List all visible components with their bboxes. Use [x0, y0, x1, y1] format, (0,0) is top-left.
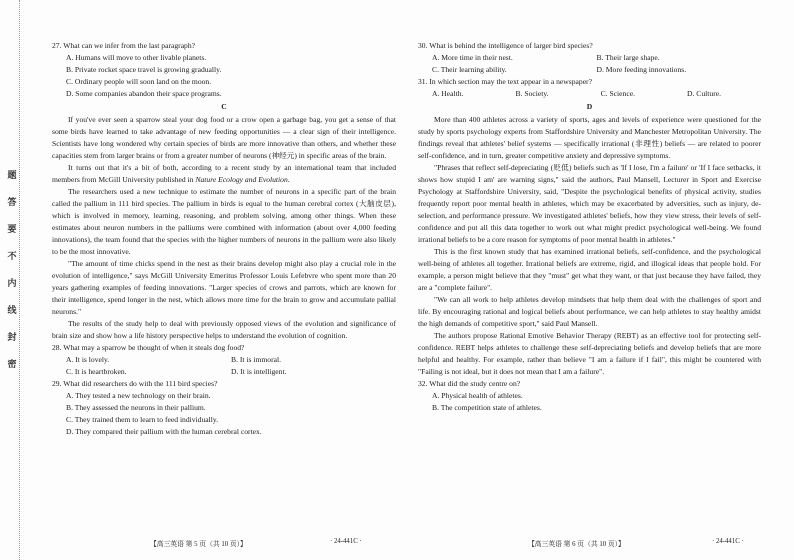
option: C. It is heartbroken. [66, 367, 127, 376]
option: A. More time in their nest. [432, 53, 513, 62]
option: D. They compared their pallium with the human cerebral cortex. [66, 427, 262, 436]
option: A. Physical health of athletes. [432, 391, 523, 400]
option: B. The competition state of athletes. [432, 403, 542, 412]
page-code-left: · 24-441C · [330, 538, 362, 545]
journal-name: Nature Ecology and Evolution [195, 175, 288, 184]
option: D. More feeding innovations. [596, 65, 687, 74]
option: B. It is immoral. [231, 355, 281, 364]
option: B. They assessed the neurons in their pallium. [66, 403, 206, 412]
passage-paragraph: "Phrases that reflect self-depreciating (贬低) beliefs such as 'If I lose, I'm a failure' or 'If I face setbacks, it shows how stupid I am' are warning signs," said the authors, Paul Mansell, Lecturer in Sport and Exercise Psychology at Staffordshire University, said, "Despite the psychological benefits of physical activity, studies frequently report poor mental health in athletes, which may be exacerbated by adversities, such as injury, de-selection, and performance pressure. We investigated athletes' beliefs, how they view stress, their levels of self-confidence and put all this data together to work out what might predict psychological well-being. We found irrational beliefs to be a core reason for symptoms of poor mental health in athletes." [418, 163, 761, 244]
seal-char: 答 [7, 197, 17, 207]
passage-paragraph: This is the first known study that has examined irrational beliefs, self-confidence, and the psychological well-being of athletes all together. Irrational beliefs are extreme, rigid, and illogical ideas that people hold. For example, a person might believe that they "must" get what they want, or that just because they have failed, they are a "complete failure". [418, 247, 761, 292]
question-31: 31. In which section may the text appear in a newspaper? [418, 77, 592, 86]
option: D. It is intelligent. [231, 367, 287, 376]
passage-paragraph: "We can all work to help athletes develop mindsets that help them deal with the challenges of sport and life. By encouraging rational and logical beliefs about performance, we can help athletes to stay healthy amidst the high demands of competitive sport," said Paul Mansell. [418, 295, 761, 328]
passage-paragraph: More than 400 athletes across a variety of sports, ages and levels of experience were questioned for the study by sports psychology experts from Staffordshire University and Manchester Metropolitan University. The findings reveal that athletes' belief systems — specifically irrational (非理性) beliefs — are related to poorer self-confidence, and in turn, greater competitive anxiety and depressive symptoms. [418, 115, 761, 160]
question-32: 32. What did the study centre on? [418, 379, 521, 388]
passage-paragraph: The researchers used a new technique to estimate the number of neurons in a specific part of the brain called the pallium in 111 bird species. The pallium in birds is equal to the human cerebral cortex (大脑皮层), which is involved in memory, learning, reasoning, and problem solving, among other things. When these estimates about neuron numbers in the palliums were combined with information (about over 4,000 feeding innovations), the team found that the species with the higher numbers of neurons in the pallium were also likely to be the most innovative. [52, 187, 396, 256]
option: C. Their learning ability. [432, 65, 507, 74]
question-29: 29. What did researchers do with the 111 bird species? [52, 379, 218, 388]
option: A. They tested a new technology on their brain. [66, 391, 211, 400]
seal-char: 封 [7, 332, 17, 342]
paragraph-text: . [287, 175, 290, 184]
seal-char: 内 [7, 278, 17, 288]
question-30: 30. What is behind the intelligence of larger bird species? [418, 41, 593, 50]
page-footer-right: 【高三英语 第 6 页（共 10 页）】 [528, 541, 625, 548]
option: C. They trained them to learn to feed individually. [66, 415, 219, 424]
seal-char: 线 [7, 305, 17, 315]
seal-char: 题 [7, 170, 17, 180]
section-heading: D [586, 102, 593, 111]
section-heading: C [221, 102, 227, 111]
page-footer-left: 【高三英语 第 5 页（共 10 页）】 [150, 541, 247, 548]
option: C. Ordinary people will soon land on the moon. [66, 77, 212, 86]
option: B. Society. [515, 89, 549, 98]
page-code-right: · 24-441C · [712, 538, 744, 545]
option: D. Culture. [687, 89, 721, 98]
seal-char: 密 [7, 359, 17, 369]
passage-paragraph [52, 162, 396, 186]
options-grid [66, 354, 396, 378]
option: B. Private rocket space travel is growing gradually. [66, 65, 222, 74]
options-row [432, 88, 721, 100]
question-27: 27. What can we infer from the last paragraph? [52, 41, 196, 50]
left-column [52, 40, 396, 438]
option: A. Humans will move to other livable planets. [66, 53, 207, 62]
seal-line [19, 0, 21, 560]
question-28: 28. What may a sparrow be thought of when it steals dog food? [52, 343, 245, 352]
options-grid [432, 52, 761, 76]
passage-paragraph: The results of the study help to deal with previously opposed views of the evolution and significance of brain size and show how a life history perspective helps to understand the evolution of cognition. [52, 319, 396, 340]
option: A. It is lovely. [66, 355, 110, 364]
option: D. Some companies abandon their space programs. [66, 89, 222, 98]
seal-line-warning [6, 170, 18, 369]
option: B. Their large shape. [596, 53, 660, 62]
seal-char: 不 [7, 251, 17, 261]
seal-char: 要 [7, 224, 17, 234]
binding-margin [0, 0, 24, 560]
passage-paragraph: If you've ever seen a sparrow steal your dog food or a crow open a garbage bag, you get a sense of that some birds have learned to take advantage of new feeding opportunities — a clear sign of their intelligence. Scientists have long wondered why certain species of birds are more innovative than others, and whether these capacities stem from larger brains or from a greater number of neurons (神经元) in specific areas of the brain. [52, 115, 396, 160]
paragraph-text: It turns out that it's a bit of both, according to a recent study by an international team that included members from McGill University published in [52, 163, 396, 184]
passage-paragraph: "The amount of time chicks spend in the nest as their brains develop might also play a crucial role in the evolution of intelligence," says McGill University Emeritus Professor Louis Lefebvre who spent more than 20 years gathering examples of feeding innovations. "Larger species of crows and parrots, which are known for their intelligence, spend longer in the nest, which allows more time for the brain to grow and accumulate pallial neurons." [52, 259, 396, 316]
option: A. Health. [432, 89, 464, 98]
option: C. Science. [600, 89, 635, 98]
right-column [418, 40, 761, 414]
passage-paragraph: The authors propose Rational Emotive Behavior Therapy (REBT) as an effective tool for protecting self-confidence. REBT helps athletes to challenge these self-depreciating beliefs and develop beliefs that are more helpful and healthy. For example, rather than believe "I am a failure if I fail", this might be countered with "Failing is not ideal, but it does not mean that I am a failure". [418, 331, 761, 376]
